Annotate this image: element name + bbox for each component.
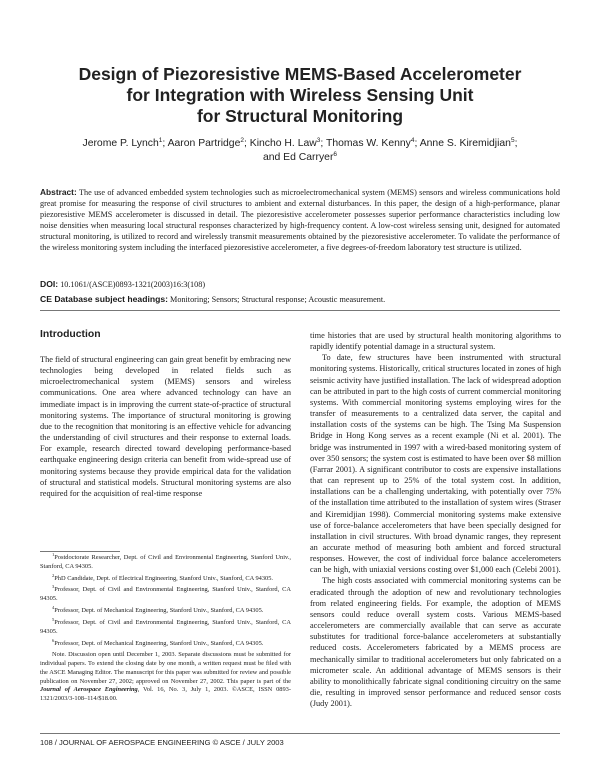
right-column-body bbox=[310, 330, 561, 709]
abstract bbox=[40, 187, 560, 254]
footnote-mark: 6 bbox=[52, 637, 55, 643]
section-divider bbox=[40, 310, 560, 311]
footnote-text: Professor, Dept. of Mechanical Engineering, Stanford Univ., Stanford, CA 94305. bbox=[54, 607, 264, 615]
body-paragraph: The high costs associated with commercial monitoring systems can be eradicated through the adoption of new and revolutionary technologies from related engineering fields. For example, the adoption of MEMS sensors could reduce overall system costs. Various MEMS-based accelerometers are commercially available that can serve as accurate substitutes for traditional force-balance accelerometers at substantially reduced costs. Accelerometers fabricated by a MEMS process are mechanically similar to traditional accelerometers but only fabricated on a micrometer scale. An additional advantage of MEMS sensors is their ability to monolithically fabricate signal conditioning circuitry on the same die, resulting in improved sensor performance and reduced sensor costs (Judy 2001). bbox=[310, 576, 561, 709]
footnote bbox=[40, 637, 291, 649]
subject-headings-label: CE Database subject headings: bbox=[40, 294, 168, 304]
author-line-1 bbox=[40, 137, 560, 151]
footnote bbox=[40, 554, 291, 571]
footnote-text: Professor, Dept. of Mechanical Engineering, Stanford Univ., Stanford, CA 94305. bbox=[54, 639, 264, 647]
footer-divider bbox=[40, 733, 560, 734]
paper-title bbox=[40, 64, 560, 127]
journal-name: Journal of Aerospace Engineering bbox=[40, 686, 138, 694]
title-line-1: Design of Piezoresistive MEMS-Based Accelerometer bbox=[78, 64, 522, 84]
footnotes bbox=[40, 554, 291, 707]
author-separator: ; bbox=[320, 138, 326, 149]
abstract-label: Abstract: bbox=[40, 187, 77, 197]
note-text-before: Note. Discussion open until December 1, 2003. Separate discussions must be submitted for individual papers. To extend the closing date by one month, a written request must be filed with the ASCE Managing Editor. The manuscript for this paper was submitted for review and possible publication on November 27, 2002; approved on November 27, 2002. This paper is part of the bbox=[40, 651, 291, 685]
footnote-mark: 1 bbox=[52, 552, 55, 557]
abstract-text: The use of advanced embedded system technologies such as microelectromechanical system (MEMS) sensors and wireless communications hold great promise for measuring the response of civil structures to ambient and external disturbances. In this paper, the design of a high-performance, planar piezoresistive MEMS accelerometer is discussed in detail. The piezoresistive accelerometer possesses superior performance characteristics including low noise densities when measuring local structural responses characterized by high-frequency content. A low-cost wireless sensing unit, designed for automated structural monitoring, is utilized to record and wirelessly transmit measurements obtained by the piezoresistive accelerometer. To validate the performance of the wireless monitoring system including the interfaced piezoresistive accelerometer, a five degrees-of-freedom laboratory test structure is utilized. bbox=[40, 188, 560, 253]
footnote-text: Postdoctorate Researcher, Dept. of Civil and Environmental Engineering, Stanford Univ., Stanford, CA 94305. bbox=[40, 554, 291, 570]
author-name: Kincho H. Law bbox=[249, 138, 317, 149]
section-heading: Introduction bbox=[40, 329, 101, 340]
footnote-text: Professor, Dept. of Civil and Environmental Engineering, Stanford Univ., Stanford, CA 94305. bbox=[40, 618, 291, 635]
footnote-text: Professor, Dept. of Civil and Environmental Engineering, Stanford Univ., Stanford, CA 94305. bbox=[40, 586, 291, 603]
footnote bbox=[40, 616, 291, 636]
author-separator: ; bbox=[414, 138, 420, 149]
left-column-body bbox=[40, 354, 291, 499]
footnote-mark: 2 bbox=[52, 572, 55, 578]
subject-headings-line bbox=[40, 294, 560, 305]
author-name: Anne S. Kiremidjian bbox=[419, 138, 511, 149]
subject-headings-value: Monitoring; Sensors; Structural response; Acoustic measurement. bbox=[170, 295, 386, 304]
author-separator: ; bbox=[514, 138, 518, 149]
footnote-mark: 4 bbox=[52, 605, 55, 611]
footnote-mark: 3 bbox=[52, 584, 55, 590]
doi-label: DOI: bbox=[40, 279, 59, 289]
author-separator: ; bbox=[243, 138, 250, 149]
submission-note bbox=[40, 651, 291, 703]
author-affiliation-mark: 5 bbox=[510, 137, 515, 144]
body-paragraph: time histories that are used by structural health monitoring algorithms to rapidly identify potential damage in a structural system. bbox=[310, 331, 561, 352]
body-paragraph: To date, few structures have been instrumented with structural monitoring systems. Historically, critical structures located in zones of high seismic activity have justified installation. The lack of widespread adoption can be attributed in part to the high costs of current commercial monitoring systems. With commercial monitoring systems employing wires for the transfer of measurements to a centralized data server, the capital and installation costs of the systems can be high. The Tsing Ma Suspension Bridge in Hong Kong serves as a recent example (Ni et al. 2001). The bridge was instrumented in 1997 with a wired-based monitoring system of over 350 sensors; the system cost is estimated to have been over $8 million (Farrar 2001). A significant contributor to costs are expensive installations that can represent up to 25% of the total system cost. In addition, installations can be a challenging undertaking, with potentially over 75% of the installation time attributed to the installation of system wires (Straser and Kiremidjian 1998). Commercial monitoring systems make extensive use of force-balance accelerometers that have been specially designed for installation in civil structures. With broad dynamic ranges, they represent an accurate method of measuring both ambient and forced structural responses. However, the cost of individual force balance accelerometers can be high, with uniaxial versions costing over $1,000 each (Celebi 2001). bbox=[310, 353, 561, 575]
author-name: and Ed Carryer bbox=[262, 152, 334, 163]
footnote bbox=[40, 572, 291, 584]
footnote bbox=[40, 586, 291, 603]
title-line-2: for Integration with Wireless Sensing Unit bbox=[126, 85, 474, 105]
author-line-2 bbox=[40, 151, 560, 165]
doi-value[interactable]: 10.1061/(ASCE)0893-1321(2003)16:3(108) bbox=[60, 280, 206, 289]
author-affiliation-mark: 3 bbox=[316, 137, 321, 144]
author-affiliation-mark: 6 bbox=[333, 151, 338, 158]
author-separator: ; bbox=[162, 138, 168, 149]
note-text-after: , Vol. 16, No. 3, July 1, 2003. ©ASCE, ISSN 0893-1321/2003/3-108–114/$18.00. bbox=[40, 686, 291, 702]
author-affiliation-mark: 2 bbox=[240, 137, 244, 144]
footnote-text: PhD Candidate, Dept. of Electrical Engineering, Stanford Univ., Stanford, CA 94305. bbox=[54, 574, 274, 582]
footnote-mark: 5 bbox=[52, 616, 55, 622]
author-affiliation-mark: 4 bbox=[410, 137, 415, 144]
footnote bbox=[40, 607, 291, 616]
body-paragraph: The field of structural engineering can gain great benefit by embracing new technologies being developed in related fields such as microelectromechanical system (MEMS) sensors and wireless communications. One area where advanced technology can have an immediate impact is in improving the current state-of-practice of structural monitoring systems. The importance of structural monitoring is growing due to the recognition that monitoring is an effective vehicle for advancing the understanding of civil structures and their response to external loads. For example, research directed toward developing performance-based earthquake engineering design criteria can benefit from wide-spread use of monitoring systems because they provide empirical data for the validation of structural and statistical models. Structural monitoring systems are also required for the acquisition of real-time response bbox=[40, 355, 291, 498]
title-line-3: for Structural Monitoring bbox=[196, 106, 404, 126]
author-name: Aaron Partridge bbox=[167, 138, 241, 149]
author-name: Jerome P. Lynch bbox=[82, 138, 159, 149]
author-name: Thomas W. Kenny bbox=[325, 138, 411, 149]
doi-line bbox=[40, 279, 560, 290]
author-list bbox=[40, 137, 560, 165]
page-footer: 108 / JOURNAL OF AEROSPACE ENGINEERING © ASCE / JULY 2003 bbox=[40, 738, 284, 747]
author-affiliation-mark: 1 bbox=[158, 137, 163, 144]
